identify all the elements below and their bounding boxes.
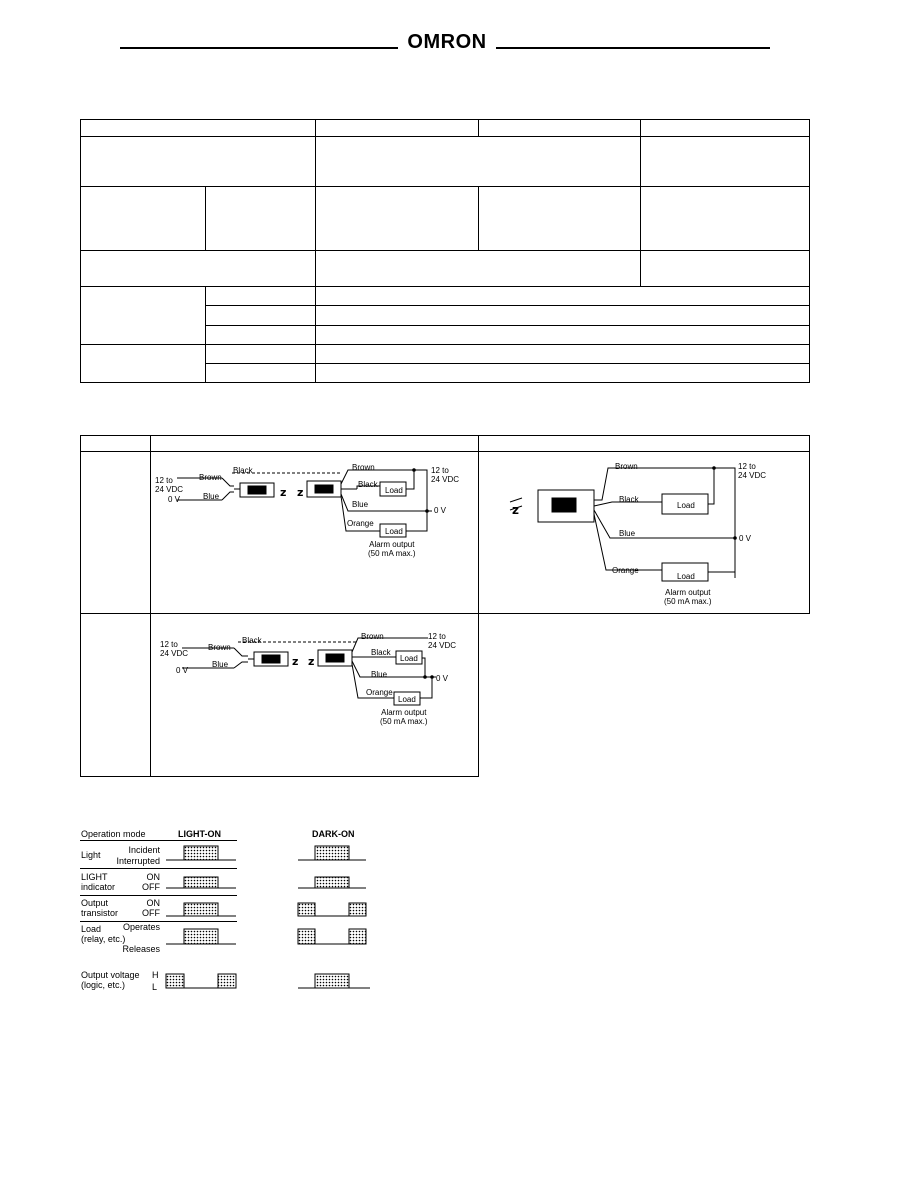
d1-load-2: Load xyxy=(385,527,403,536)
timing-row-transistor-lo: OFF xyxy=(142,908,160,918)
timing-row-voltage-lo: L xyxy=(152,982,158,992)
d1-brown: Brown xyxy=(199,473,222,482)
timing-waveforms xyxy=(160,840,380,1000)
d3-blue: Blue xyxy=(212,660,229,669)
d2-zero-v: 0 V xyxy=(739,534,752,543)
timing-row-load-hi: Operates xyxy=(122,922,160,932)
d3-load-1: Load xyxy=(400,654,418,663)
d3-zero-v: 0 V xyxy=(176,666,189,675)
header-rule-left xyxy=(120,47,398,49)
d3-brown: Brown xyxy=(208,643,231,652)
d3-black-1: Black xyxy=(242,636,262,645)
d2-supply: 12 to 24 VDC xyxy=(738,462,767,480)
timing-row-light: Light xyxy=(81,850,101,860)
svg-text:z: z xyxy=(292,655,299,668)
timing-row-light-hi: Incident xyxy=(128,845,160,855)
d1-brown-2: Brown xyxy=(352,463,375,472)
timing-row-load-lo: Releases xyxy=(122,944,160,954)
d2-alarm: Alarm output (50 mA max.) xyxy=(664,588,712,606)
d3-supply: 12 to 24 VDC xyxy=(160,640,189,658)
d3-orange: Orange xyxy=(366,688,393,697)
d3-supply-2: 12 to 24 VDC xyxy=(428,632,457,650)
d3-alarm: Alarm output (50 mA max.) xyxy=(380,708,428,726)
d1-blue-2: Blue xyxy=(352,500,369,509)
d2-brown: Brown xyxy=(615,462,638,471)
d3-zero-v-2: 0 V xyxy=(436,674,449,683)
d3-black-2: Black xyxy=(371,648,391,657)
d1-load-1: Load xyxy=(385,486,403,495)
header-rule-right xyxy=(496,47,770,49)
svg-text:z: z xyxy=(280,486,287,499)
svg-text:z: z xyxy=(308,655,315,668)
d1-orange: Orange xyxy=(347,519,374,528)
d1-zero-v: 0 V xyxy=(168,495,181,504)
timing-row-indicator-lo: OFF xyxy=(142,882,160,892)
d2-black: Black xyxy=(619,495,639,504)
d1-supply: 12 to 24 VDC xyxy=(155,476,184,494)
d3-load-2: Load xyxy=(398,695,416,704)
timing-row-indicator-hi: ON xyxy=(146,872,160,882)
d1-blue: Blue xyxy=(203,492,220,501)
d1-black-1: Black xyxy=(233,466,253,475)
d2-load-1: Load xyxy=(677,501,695,510)
d1-supply-2: 12 to 24 VDC xyxy=(431,466,460,484)
d1-alarm: Alarm output (50 mA max.) xyxy=(368,540,416,558)
timing-mode-label: Operation mode xyxy=(81,829,146,839)
d2-orange: Orange xyxy=(612,566,639,575)
svg-text:z: z xyxy=(512,503,519,517)
timing-row-voltage-hi: H xyxy=(152,970,159,980)
svg-text:z: z xyxy=(297,486,304,499)
timing-light-on-header: LIGHT-ON xyxy=(178,829,221,839)
d1-black-2: Black xyxy=(358,480,378,489)
d3-blue-2: Blue xyxy=(371,670,388,679)
timing-row-transistor: Output transistor xyxy=(81,898,119,918)
timing-row-voltage: Output voltage (logic, etc.) xyxy=(81,970,140,990)
timing-row-load: Load (relay, etc.) xyxy=(81,924,126,944)
d2-blue: Blue xyxy=(619,529,636,538)
brand-logo: OMRON xyxy=(407,31,487,53)
d3-brown-2: Brown xyxy=(361,632,384,641)
timing-dark-on-header: DARK-ON xyxy=(312,829,355,839)
timing-row-light-lo: Interrupted xyxy=(116,856,160,866)
timing-row-transistor-hi: ON xyxy=(146,898,160,908)
d2-load-2: Load xyxy=(677,572,695,581)
d1-zero-v-2: 0 V xyxy=(434,506,447,515)
timing-row-indicator: LIGHT indicator xyxy=(81,872,116,892)
